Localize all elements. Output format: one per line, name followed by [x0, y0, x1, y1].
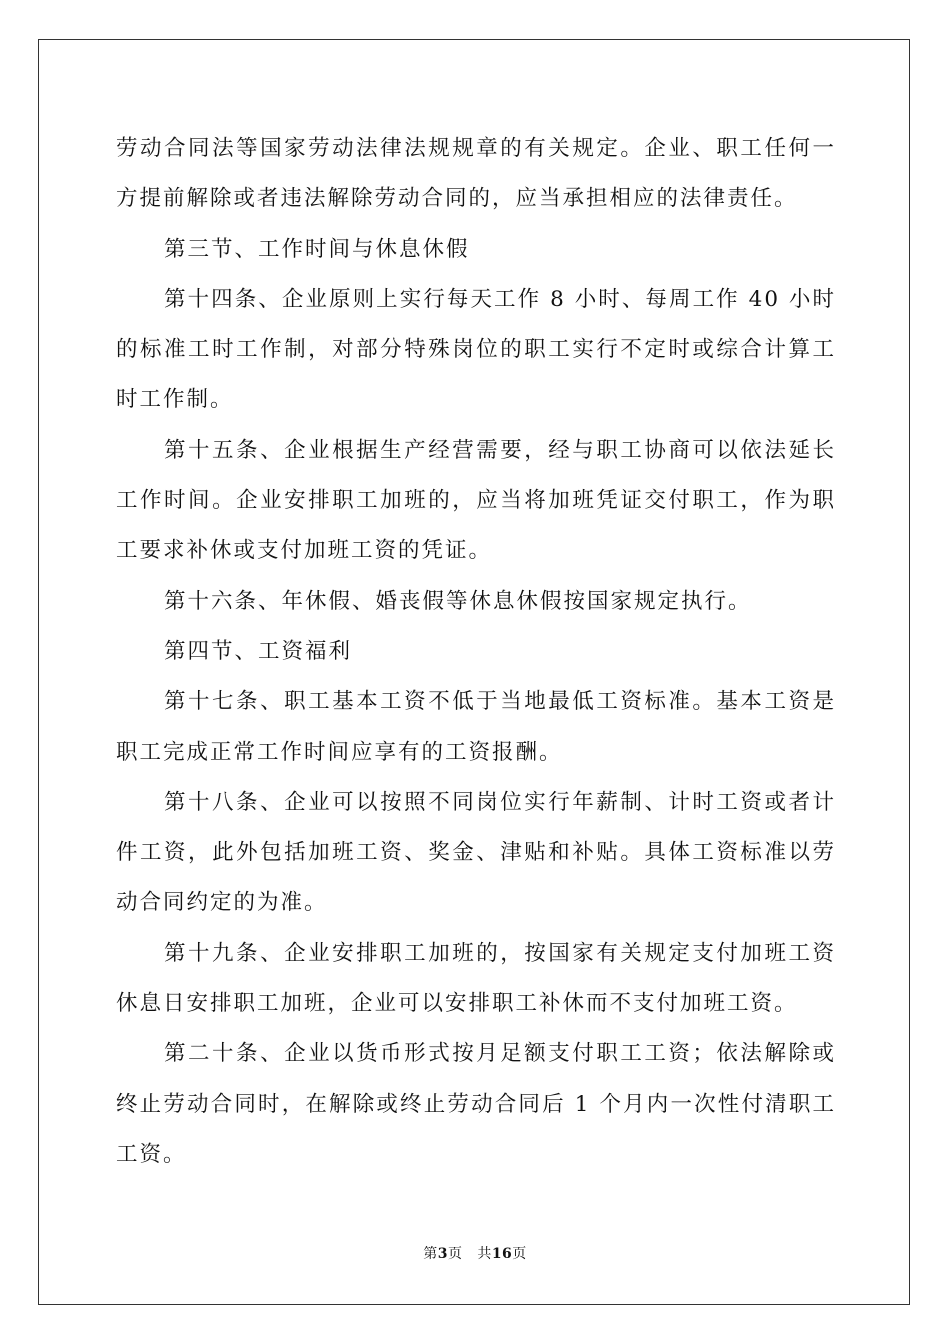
- page-total: 16: [491, 1246, 513, 1262]
- total-prefix: 共: [477, 1246, 492, 1262]
- article-17: 第十七条、职工基本工资不低于当地最低工资标准。基本工资是职工完成正常工作时间应享有的工资报酬。: [116, 689, 836, 765]
- article-16: 第十六条、年休假、婚丧假等休息休假按国家规定执行。: [164, 588, 752, 614]
- article-20: 第二十条、企业以货币形式按月足额支付职工工资；依法解除或终止劳动合同时，在解除或终止劳动合同后 1 个月内一次性付清职工工资。: [116, 1041, 836, 1167]
- paragraph-continuation: 劳动合同法等国家劳动法律法规规章的有关规定。企业、职工任何一方提前解除或者违法解除劳动合同的，应当承担相应的法律责任。: [116, 136, 836, 212]
- article-15: 第十五条、企业根据生产经营需要，经与职工协商可以依法延长工作时间。企业安排职工加班的，应当将加班凭证交付职工，作为职工要求补休或支付加班工资的凭证。: [116, 437, 836, 564]
- page-prefix: 第: [423, 1246, 438, 1262]
- total-suffix: 页: [512, 1246, 527, 1262]
- section-heading-4: 第四节、工资福利: [164, 638, 353, 664]
- page-footer: [0, 1244, 950, 1264]
- section-heading-3: 第三节、工作时间与休息休假: [164, 236, 470, 262]
- article-19: 第十九条、企业安排职工加班的，按国家有关规定支付加班工资休息日安排职工加班，企业可以安排职工补休而不支付加班工资。: [116, 940, 836, 1017]
- article-14: 第十四条、企业原则上实行每天工作 8 小时、每周工作 40 小时的标准工时工作制，对部分特殊岗位的职工实行不定时或综合计算工时工作制。: [116, 286, 836, 413]
- page-current: 3: [437, 1246, 448, 1262]
- page-suffix: 页: [447, 1246, 463, 1262]
- article-18: 第十八条、企业可以按照不同岗位实行年薪制、计时工资或者计件工资，此外包括加班工资、奖金、津贴和补贴。具体工资标准以劳动合同约定的为准。: [116, 789, 836, 916]
- document-body: [116, 124, 836, 1180]
